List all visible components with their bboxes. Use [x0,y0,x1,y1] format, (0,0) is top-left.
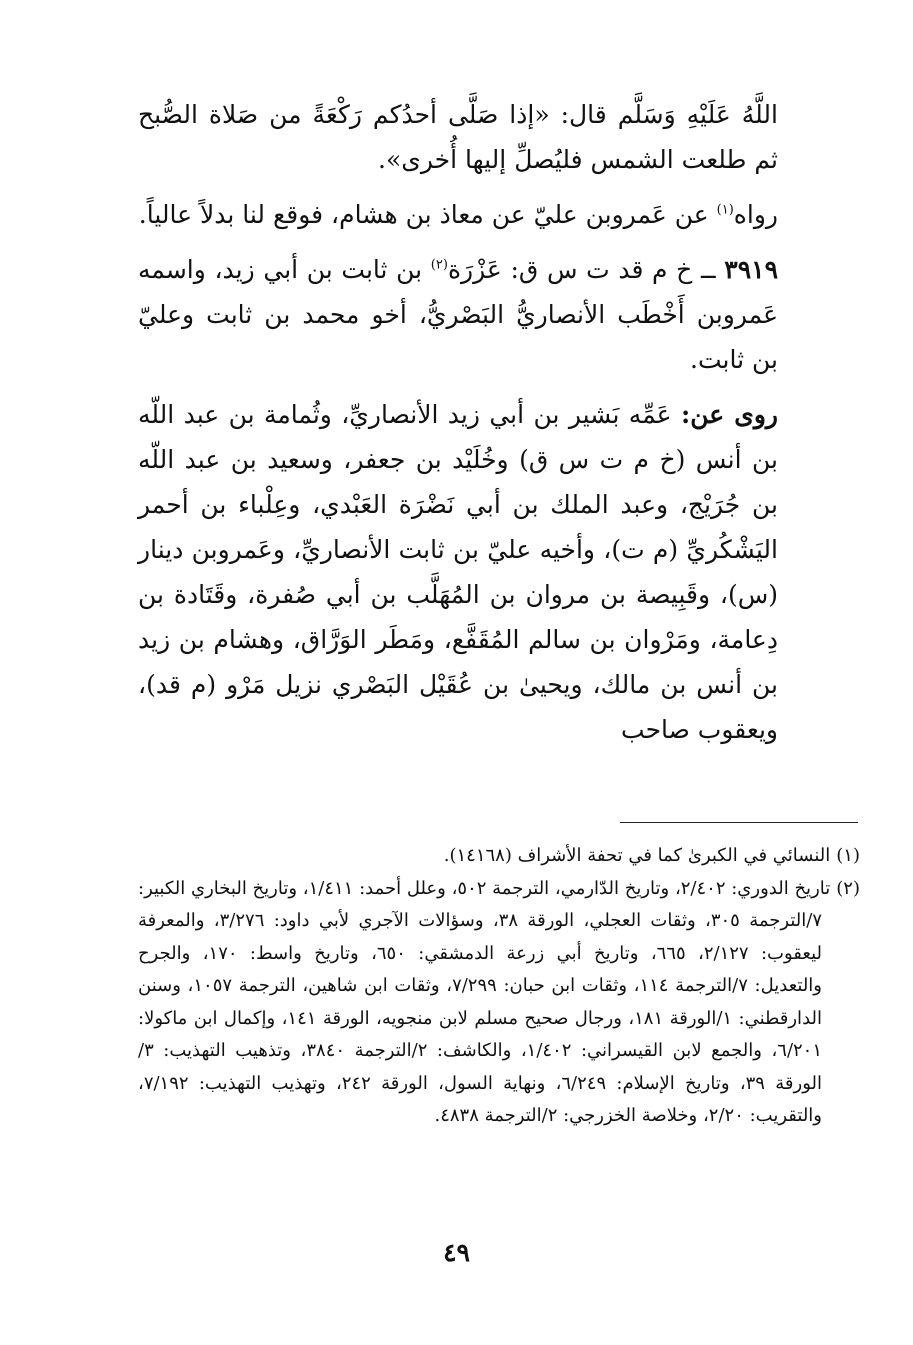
main-text [138,92,778,752]
narration-text: عن عَمروبن عليّ عن معاذ بن هشام، فوقع لنا بدلاً عالياً. [138,200,717,229]
footnote-ref-2[interactable]: (٢) [430,257,448,273]
footnote-separator [620,822,858,823]
section-keyword: روى عن: [680,400,778,429]
footnote-marker: (٢) [836,877,860,899]
narration-lead: رواه [733,200,778,229]
footnote-text: تاريخ الدوري: ٢/٤٠٢، وتاريخ الدّارمي، الترجمة ٥٠٢، وعلل أحمد: ١/٤١١، وتاريخ البخاري الكبير: ٧/الترجمة ٣٠٥، وثقات العجلي، الورقة ٣٨، وسؤالات الآجري لأبي داود: ٣/٢٧٦، والمعرفة ليعقوب: ٢/١٢٧، ٦٦٥، وتاريخ أبي زرعة الدمشقي: ٦٥٠، وتاريخ واسط: ١٧٠، والجرح والتعديل: ٧/الترجمة ١١٤، وثقات ابن حبان: ٧/٢٩٩، وثقات ابن شاهين، الترجمة ١٠٥٧، وسنن الدارقطني: ١/الورقة ١٨١، ورجال صحيح مسلم لابن منجويه، الورقة ١٤١، وإكمال ابن ماكولا: ٦/٢٠١، والجمع لابن القيسراني: ١/٤٠٢، والكاشف: ٢/الترجمة ٣٨٤٠، وتذهيب التهذيب: ٣/الورقة ٣٩، وتاريخ الإسلام: ٦/٢٤٩، ونهاية السول، الورقة ٢٤٢، وتهذيب التهذيب: ٧/١٩٢، والتقريب: ٢/٢٠، وخلاصة الخزرجي: ٢/الترجمة ٤٨٣٨. [138,877,831,1126]
hadith-text: اللَّهُ عَلَيْهِ وَسَلَّم قال: «إذا صَلَّى أحدُكم رَكْعَةً من صَلاة الصُّبح ثم طلعت الشمس فليُصلِّ إليها أُخرى». [138,100,778,174]
narrated-from-paragraph [138,392,778,752]
footnote-1 [138,840,860,873]
footnotes [138,840,860,1133]
hadith-paragraph [138,92,778,182]
entry-lineage: بن ثابت بن أبي زيد، واسمه عَمروبن أَخْطَب الأنصاريُّ البَصْريُّ، أخو محمد بن ثابت وعليّ بن ثابت. [138,255,778,374]
narration-paragraph [138,192,778,237]
footnote-marker: (١) [836,845,860,866]
footnote-2 [138,873,860,1133]
entry-name: ــ خ م قد ت س ق: عَزْرَة [447,255,725,284]
entry-header-paragraph [138,247,778,382]
entry-number: ٣٩١٩ [724,255,779,284]
footnote-ref-1[interactable]: (١) [716,202,734,218]
teachers-list: عَمِّه بَشير بن أبي زيد الأنصاريِّ، وثُمامة بن عبد اللّه بن أنس (خ م ت س ق) وخُلَيْد بن جعفر، وسعيد بن عبد اللّه بن جُرَيْج، وعبد الملك بن أبي نَضْرَة العَبْدي، وعِلْباء بن أحمر اليَشْكُريِّ (م ت)، وأخيه عليّ بن ثابت الأنصاريِّ، وعَمروبن دينار (س)، وقَبِيصة بن مروان بن المُهَلَّب بن أبي صُفرة، وقَتَادة بن دِعامة، ومَرْوان بن سالم المُقَفَّع، ومَطَر الوَرَّاق، وهشام بن زيد بن أنس بن مالك، ويحيىٰ بن عُقَيْل البَصْري نزيل مَرْو (م قد)، ويعقوب صاحب [138,400,778,744]
footnote-text: النسائي في الكبرىٰ كما في تحفة الأشراف (١٤١٦٨). [443,845,831,866]
page-number: ٤٩ [443,1238,470,1267]
